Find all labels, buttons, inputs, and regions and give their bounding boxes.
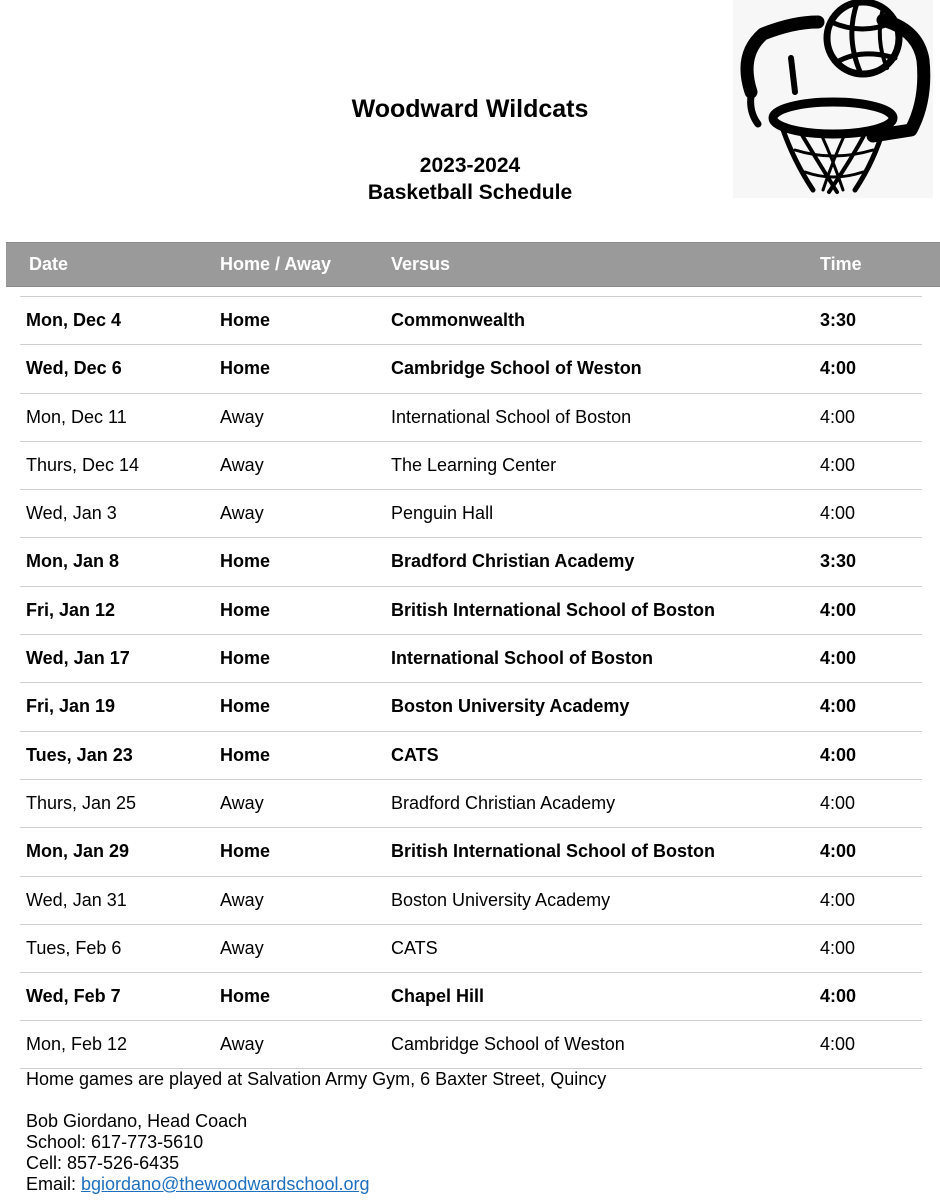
home-away-cell: Away	[220, 406, 264, 427]
date-cell: Fri, Jan 12	[26, 599, 116, 620]
table-row	[20, 972, 922, 1020]
time-cell: 4:00	[820, 454, 856, 475]
time-cell: 4:00	[820, 599, 857, 620]
opponent-cell: British International School of Boston	[391, 841, 715, 862]
email-label: Email:	[26, 1174, 82, 1194]
home-away-cell: Home	[220, 986, 271, 1007]
contact-info	[26, 1111, 369, 1195]
opponent-cell: CATS	[391, 937, 438, 958]
column-header-home-away: Home / Away	[220, 254, 332, 274]
time-cell: 3:30	[820, 551, 857, 572]
home-away-cell: Home	[220, 358, 271, 379]
table-row	[20, 682, 922, 730]
home-away-cell: Home	[220, 599, 271, 620]
home-away-cell: Home	[220, 310, 271, 330]
opponent-cell: International School of Boston	[391, 648, 653, 669]
date-cell: Thurs, Dec 14	[26, 454, 140, 475]
column-header-time: Time	[820, 254, 862, 274]
home-away-cell: Home	[220, 744, 271, 765]
time-cell: 4:00	[820, 792, 856, 813]
date-cell: Tues, Feb 6	[26, 937, 122, 958]
table-row	[20, 393, 922, 441]
opponent-cell: CATS	[391, 744, 439, 765]
home-away-cell: Away	[220, 937, 264, 958]
opponent-cell: The Learning Center	[391, 454, 557, 475]
schedule-table	[20, 296, 922, 1069]
opponent-cell: Boston University Academy	[391, 696, 630, 717]
date-cell: Mon, Jan 8	[26, 551, 120, 572]
table-row	[20, 1020, 922, 1068]
table-header	[6, 242, 940, 287]
home-away-cell: Home	[220, 696, 271, 717]
home-away-cell: Away	[220, 1034, 264, 1055]
time-cell: 4:00	[820, 889, 856, 910]
home-away-cell: Home	[220, 841, 271, 862]
table-row	[20, 876, 922, 924]
date-cell: Mon, Jan 29	[26, 841, 130, 862]
time-cell: 4:00	[820, 1034, 856, 1055]
table-row	[20, 924, 922, 972]
date-cell: Mon, Dec 4	[26, 310, 122, 330]
date-cell: Mon, Feb 12	[26, 1034, 128, 1055]
home-away-cell: Away	[220, 889, 264, 910]
time-cell: 4:00	[820, 744, 857, 765]
school-phone: School: 617-773-5610	[26, 1132, 204, 1152]
date-cell: Wed, Dec 6	[26, 358, 122, 379]
schedule-subtitle: Basketball Schedule	[367, 181, 573, 204]
date-cell: Wed, Jan 17	[26, 648, 130, 669]
opponent-cell: Commonwealth	[391, 310, 526, 330]
table-row	[20, 731, 922, 779]
table-row	[20, 537, 922, 585]
table-row	[20, 441, 922, 489]
time-cell: 4:00	[820, 648, 857, 669]
table-row	[20, 344, 922, 392]
opponent-cell: Bradford Christian Academy	[391, 792, 616, 813]
opponent-cell: Penguin Hall	[391, 503, 494, 524]
date-cell: Mon, Dec 11	[26, 406, 127, 427]
time-cell: 4:00	[820, 406, 856, 427]
column-header-date: Date	[29, 254, 69, 274]
column-header-versus: Versus	[391, 254, 451, 274]
home-away-cell: Away	[220, 454, 264, 475]
time-cell: 3:30	[820, 310, 857, 330]
time-cell: 4:00	[820, 696, 857, 717]
table-row	[20, 634, 922, 682]
location-note: Home games are played at Salvation Army Gym, 6 Baxter Street, Quincy	[26, 1069, 607, 1089]
date-cell: Wed, Jan 31	[26, 889, 127, 910]
coach-name: Bob Giordano, Head Coach	[26, 1111, 248, 1131]
date-cell: Tues, Jan 23	[26, 744, 133, 765]
email-link[interactable]: bgiordano@thewoodwardschool.org	[81, 1174, 370, 1194]
opponent-cell: Cambridge School of Weston	[391, 1034, 625, 1055]
date-cell: Wed, Jan 3	[26, 503, 117, 524]
opponent-cell: Boston University Academy	[391, 889, 611, 910]
time-cell: 4:00	[820, 841, 857, 862]
opponent-cell: Chapel Hill	[391, 986, 485, 1007]
opponent-cell: International School of Boston	[391, 406, 632, 427]
table-row	[20, 827, 922, 875]
table-row	[20, 586, 922, 634]
cell-phone: Cell: 857-526-6435	[26, 1153, 180, 1173]
email-line	[26, 1174, 369, 1195]
opponent-cell: Bradford Christian Academy	[391, 551, 635, 572]
date-cell: Thurs, Jan 25	[26, 792, 137, 813]
home-away-cell: Away	[220, 503, 264, 524]
basketball-hoop-icon	[733, 0, 933, 198]
home-away-cell: Home	[220, 648, 271, 669]
time-cell: 4:00	[820, 986, 857, 1007]
page-title: Woodward Wildcats	[351, 95, 589, 123]
time-cell: 4:00	[820, 937, 856, 958]
time-cell: 4:00	[820, 358, 857, 379]
date-cell: Fri, Jan 19	[26, 696, 116, 717]
date-cell: Wed, Feb 7	[26, 986, 121, 1007]
home-away-cell: Away	[220, 792, 264, 813]
table-row	[20, 296, 922, 344]
time-cell: 4:00	[820, 503, 856, 524]
table-row	[20, 779, 922, 827]
opponent-cell: British International School of Boston	[391, 599, 715, 620]
opponent-cell: Cambridge School of Weston	[391, 358, 642, 379]
season-label: 2023-2024	[419, 154, 521, 177]
table-row	[20, 489, 922, 537]
home-away-cell: Home	[220, 551, 271, 572]
